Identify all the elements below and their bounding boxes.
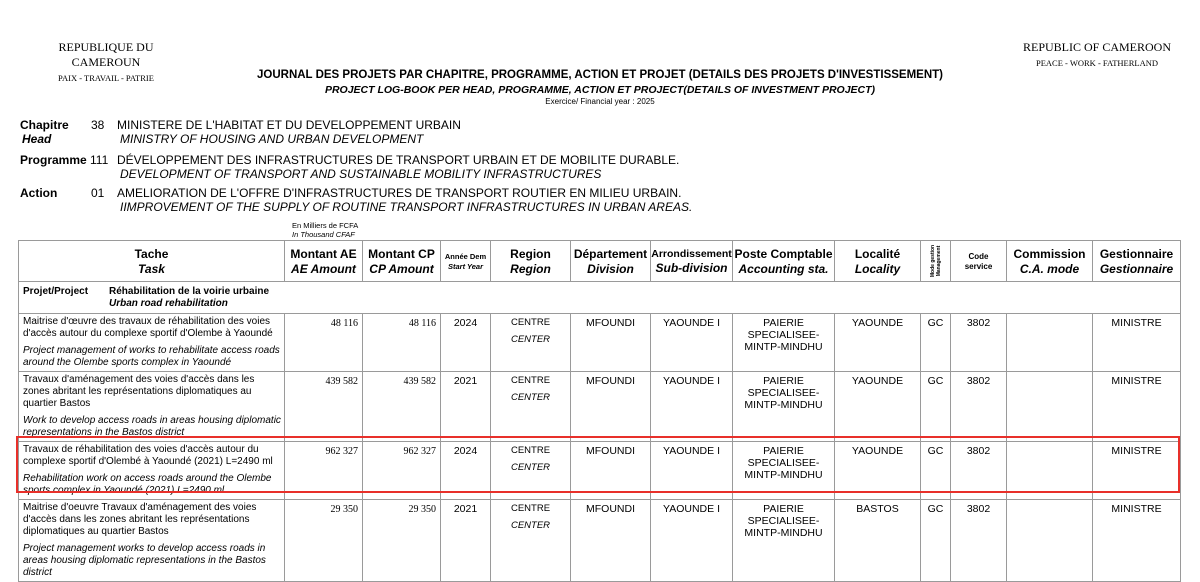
project-cell xyxy=(19,282,1181,314)
task-fr: Travaux de réhabilitation des voies d'accès autour du complexe sportif d'Olembé à Yaoundé (2021) L=2490 ml xyxy=(23,444,273,467)
gestionnaire-cell: MINISTRE xyxy=(1093,372,1181,442)
col-localite: Localité Locality xyxy=(835,241,921,282)
start-year-cell: 2021 xyxy=(441,500,491,582)
col-code-service: Code service xyxy=(951,241,1007,282)
poste-comptable-cell: PAIERIE SPECIALISEE-MINTP-MINDHU xyxy=(733,442,835,500)
col-start-year: Année Dem Start Year xyxy=(441,241,491,282)
poste-comptable-cell: PAIERIE SPECIALISEE-MINTP-MINDHU xyxy=(733,314,835,372)
col-gestionnaire: Gestionnaire Gestionnaire xyxy=(1093,241,1181,282)
code-service-cell: 3802 xyxy=(951,372,1007,442)
units-fr: En Milliers de FCFA xyxy=(292,221,359,230)
departement-cell: MFOUNDI xyxy=(571,372,651,442)
country-name-fr: REPUBLIQUE DU CAMEROUN xyxy=(58,40,154,69)
task-cell xyxy=(19,372,285,442)
chapitre-name-en: MINISTRY OF HOUSING AND URBAN DEVELOPMENT xyxy=(120,132,424,146)
col-arrondissement: Arrondissement Sub-division xyxy=(651,241,733,282)
region-en: CENTER xyxy=(510,334,551,345)
document-title-en: PROJECT LOG-BOOK PER HEAD, PROGRAMME, ACTION ET PROJECT(DETAILS OF INVESTMENT PROJECT) xyxy=(324,84,876,96)
gestionnaire-cell: MINISTRE xyxy=(1093,442,1181,500)
table-header-row xyxy=(19,241,1181,282)
task-en: Project management works to develop access roads in areas housing diplomatic representations in the Bastos district xyxy=(23,543,266,578)
financial-year: Exercice/ Financial year : 2025 xyxy=(545,97,655,106)
cp-amount-cell: 439 582 xyxy=(363,372,441,442)
action-name-en: IIMPROVEMENT OF THE SUPPLY OF ROUTINE TRANSPORT INFRASTRUCTURES IN URBAN AREAS. xyxy=(120,200,693,214)
region-en: CENTER xyxy=(510,520,551,531)
departement-cell: MFOUNDI xyxy=(571,314,651,372)
head-label: Head xyxy=(22,132,52,146)
departement-cell: MFOUNDI xyxy=(571,442,651,500)
task-en: Project management of works to rehabilitate access roads around the Olembe sports complex in Yaoundé xyxy=(23,345,280,368)
start-year-cell: 2021 xyxy=(441,372,491,442)
col-departement: Département Division xyxy=(571,241,651,282)
project-name-fr: Réhabilitation de la voirie urbaine xyxy=(109,286,270,297)
task-cell xyxy=(19,500,285,582)
arrondissement-cell: YAOUNDE I xyxy=(651,314,733,372)
task-en: Rehabilitation work on access roads around the Olembe sports complex in Yaoundé (2021) L=2490 ml. xyxy=(23,473,272,496)
header-right xyxy=(1022,40,1172,68)
commission-cell xyxy=(1007,500,1093,582)
action-name-fr: AMELIORATION DE L'OFFRE D'INFRASTRUCTURES DE TRANSPORT ROUTIER EN MILIEU URBAIN. xyxy=(117,186,682,200)
region-fr: CENTRE xyxy=(510,317,551,328)
col-commission: Commission C.A. mode xyxy=(1007,241,1093,282)
task-en: Work to develop access roads in areas housing diplomatic representations in the Bastos district xyxy=(23,415,281,438)
col-poste-comptable: Poste Comptable Accounting sta. xyxy=(733,241,835,282)
table-row xyxy=(19,442,1181,500)
currency-units-note xyxy=(292,221,358,239)
task-fr: Maitrise d'œuvre des travaux de réhabilitation des voies d'accès autour du complexe sportif d'Olembe à Yaoundé xyxy=(23,316,273,339)
programme-code: 111 xyxy=(90,153,109,167)
region-cell xyxy=(491,442,571,500)
code-service-cell: 3802 xyxy=(951,314,1007,372)
ae-amount-cell: 962 327 xyxy=(285,442,363,500)
arrondissement-cell: YAOUNDE I xyxy=(651,500,733,582)
table-row xyxy=(19,500,1181,582)
region-cell xyxy=(491,500,571,582)
region-cell xyxy=(491,314,571,372)
cp-amount-cell: 48 116 xyxy=(363,314,441,372)
col-tache: Tache Task xyxy=(19,241,285,282)
task-fr: Travaux d'aménagement des voies d'accès dans les zones abritant les représentations diplomatiques au quartier Bastos xyxy=(23,374,255,409)
action-label: Action xyxy=(20,186,58,200)
project-name-en: Urban road rehabilitation xyxy=(109,298,228,309)
region-fr: CENTRE xyxy=(510,503,551,514)
task-rows xyxy=(19,314,1181,582)
poste-comptable-cell: PAIERIE SPECIALISEE-MINTP-MINDHU xyxy=(733,372,835,442)
ae-amount-cell: 29 350 xyxy=(285,500,363,582)
motto-en: PEACE - WORK - FATHERLAND xyxy=(1036,58,1158,68)
poste-comptable-cell: PAIERIE SPECIALISEE-MINTP-MINDHU xyxy=(733,500,835,582)
chapitre-label: Chapitre xyxy=(20,118,69,132)
localite-cell: YAOUNDE xyxy=(835,372,921,442)
gestionnaire-cell: MINISTRE xyxy=(1093,500,1181,582)
commission-cell xyxy=(1007,442,1093,500)
projects-table xyxy=(18,240,1181,582)
ae-amount-cell: 48 116 xyxy=(285,314,363,372)
arrondissement-cell: YAOUNDE I xyxy=(651,372,733,442)
region-fr: CENTRE xyxy=(510,375,551,386)
col-mode-gestion: Mode gestion Management xyxy=(921,241,951,282)
localite-cell: YAOUNDE xyxy=(835,442,921,500)
mode-gestion-cell: GC xyxy=(921,500,951,582)
arrondissement-cell: YAOUNDE I xyxy=(651,442,733,500)
mode-gestion-cell: GC xyxy=(921,442,951,500)
col-ae-amount: Montant AE AE Amount xyxy=(285,241,363,282)
task-cell xyxy=(19,314,285,372)
cp-amount-cell: 962 327 xyxy=(363,442,441,500)
task-cell xyxy=(19,442,285,500)
localite-cell: BASTOS xyxy=(835,500,921,582)
commission-cell xyxy=(1007,314,1093,372)
start-year-cell: 2024 xyxy=(441,314,491,372)
region-en: CENTER xyxy=(510,462,551,473)
task-fr: Maitrise d'oeuvre Travaux d'aménagement des voies d'accès dans les zones abritant les représentations diplomatiques au quartier Bastos xyxy=(23,502,257,537)
region-cell xyxy=(491,372,571,442)
code-service-cell: 3802 xyxy=(951,500,1007,582)
project-label: Projet/Project xyxy=(23,286,89,297)
region-en: CENTER xyxy=(510,392,551,403)
country-name-en: REPUBLIC OF CAMEROON xyxy=(1022,40,1172,54)
chapitre-code: 38 xyxy=(91,118,105,132)
table-row xyxy=(19,372,1181,442)
mode-gestion-cell: GC xyxy=(921,314,951,372)
units-en: In Thousand CFAF xyxy=(292,230,355,239)
motto-fr: PAIX - TRAVAIL - PATRIE xyxy=(58,73,154,83)
start-year-cell: 2024 xyxy=(441,442,491,500)
table-row xyxy=(19,314,1181,372)
project-row xyxy=(19,282,1181,314)
code-service-cell: 3802 xyxy=(951,442,1007,500)
ae-amount-cell: 439 582 xyxy=(285,372,363,442)
commission-cell xyxy=(1007,372,1093,442)
mode-gestion-cell: GC xyxy=(921,372,951,442)
localite-cell: YAOUNDE xyxy=(835,314,921,372)
chapitre-name-fr: MINISTERE DE L'HABITAT ET DU DEVELOPPEMENT URBAIN xyxy=(117,118,461,132)
action-code: 01 xyxy=(91,186,105,200)
document-title-fr: JOURNAL DES PROJETS PAR CHAPITRE, PROGRAMME, ACTION ET PROJET (DETAILS DES PROJETS D'INVESTISSEMENT) xyxy=(257,69,943,81)
programme-name-en: DEVELOPMENT OF TRANSPORT AND SUSTAINABLE MOBILITY INFRASTRUCTURES xyxy=(120,167,602,181)
region-fr: CENTRE xyxy=(510,445,551,456)
col-cp-amount: Montant CP CP Amount xyxy=(363,241,441,282)
departement-cell: MFOUNDI xyxy=(571,500,651,582)
cp-amount-cell: 29 350 xyxy=(363,500,441,582)
gestionnaire-cell: MINISTRE xyxy=(1093,314,1181,372)
programme-name-fr: DÉVELOPPEMENT DES INFRASTRUCTURES DE TRANSPORT URBAIN ET DE MOBILITE DURABLE. xyxy=(117,153,680,167)
programme-label: Programme xyxy=(20,153,87,167)
col-region: Region Region xyxy=(491,241,571,282)
